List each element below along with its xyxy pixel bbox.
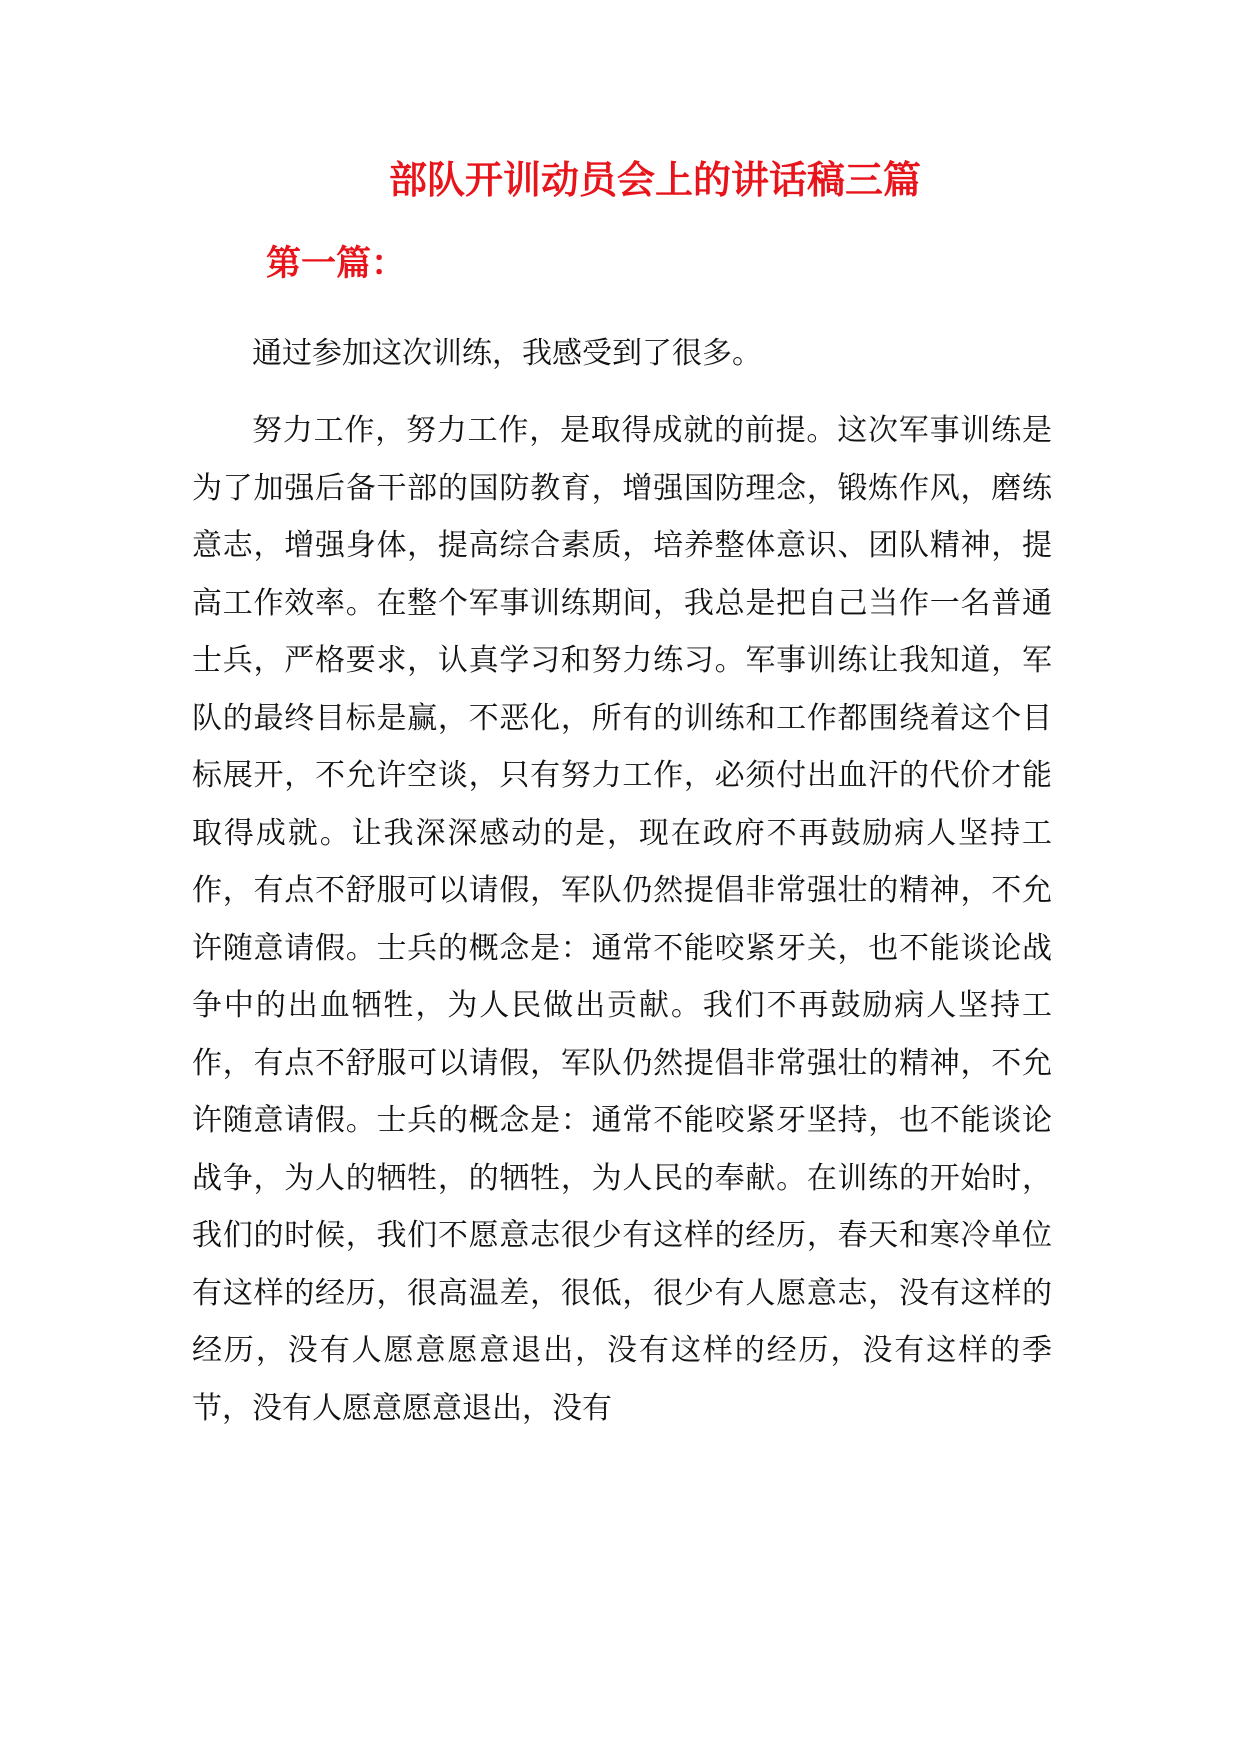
- paragraph-1: 通过参加这次训练，我感受到了很多。: [252, 336, 762, 371]
- section-heading: 第一篇：: [266, 243, 407, 284]
- document-title: 部队开训动员会上的讲话稿三篇: [388, 157, 921, 202]
- paragraph-2: 努力工作，努力工作，是取得成就的前提。这次军事训练是为了加强后备干部的国防教育，增强国防理念，锻炼作风，磨练意志，增强身体，提高综合素质，培养整体意识、团队精神，提高工作效率。在整个军事训练期间，我总是把自己当作一名普通士兵，严格要求，认真学习和努力练习。军事训练让我知道，军队的最终目标是赢，不恶化，所有的训练和工作都围绕着这个目标展开，不允许空谈，只有努力工作，必须付出血汗的代价才能取得成就。让我深深感动的是，现在政府不再鼓励病人坚持工作，有点不舒服可以请假，军队仍然提倡非常强壮的精神，不允许随意请假。士兵的概念是：通常不能咬紧牙关，也不能谈论战争中的出血牺牲，为人民做出贡献。我们不再鼓励病人坚持工作，有点不舒服可以请假，军队仍然提倡非常强壮的精神，不允许随意请假。士兵的概念是：通常不能咬紧牙坚持，也不能谈论战争，为人的牺牲，的牺牲，为人民的奉献。在训练的开始时，我们的时候，我们不愿意志很少有这样的经历，春天和寒冷单位有这样的经历，很高温差，很低，很少有人愿意志，没有这样的经历，没有人愿意愿意退出，没有这样的经历，没有这样的季节，没有人愿意愿意退出，没有: [192, 413, 1052, 1426]
